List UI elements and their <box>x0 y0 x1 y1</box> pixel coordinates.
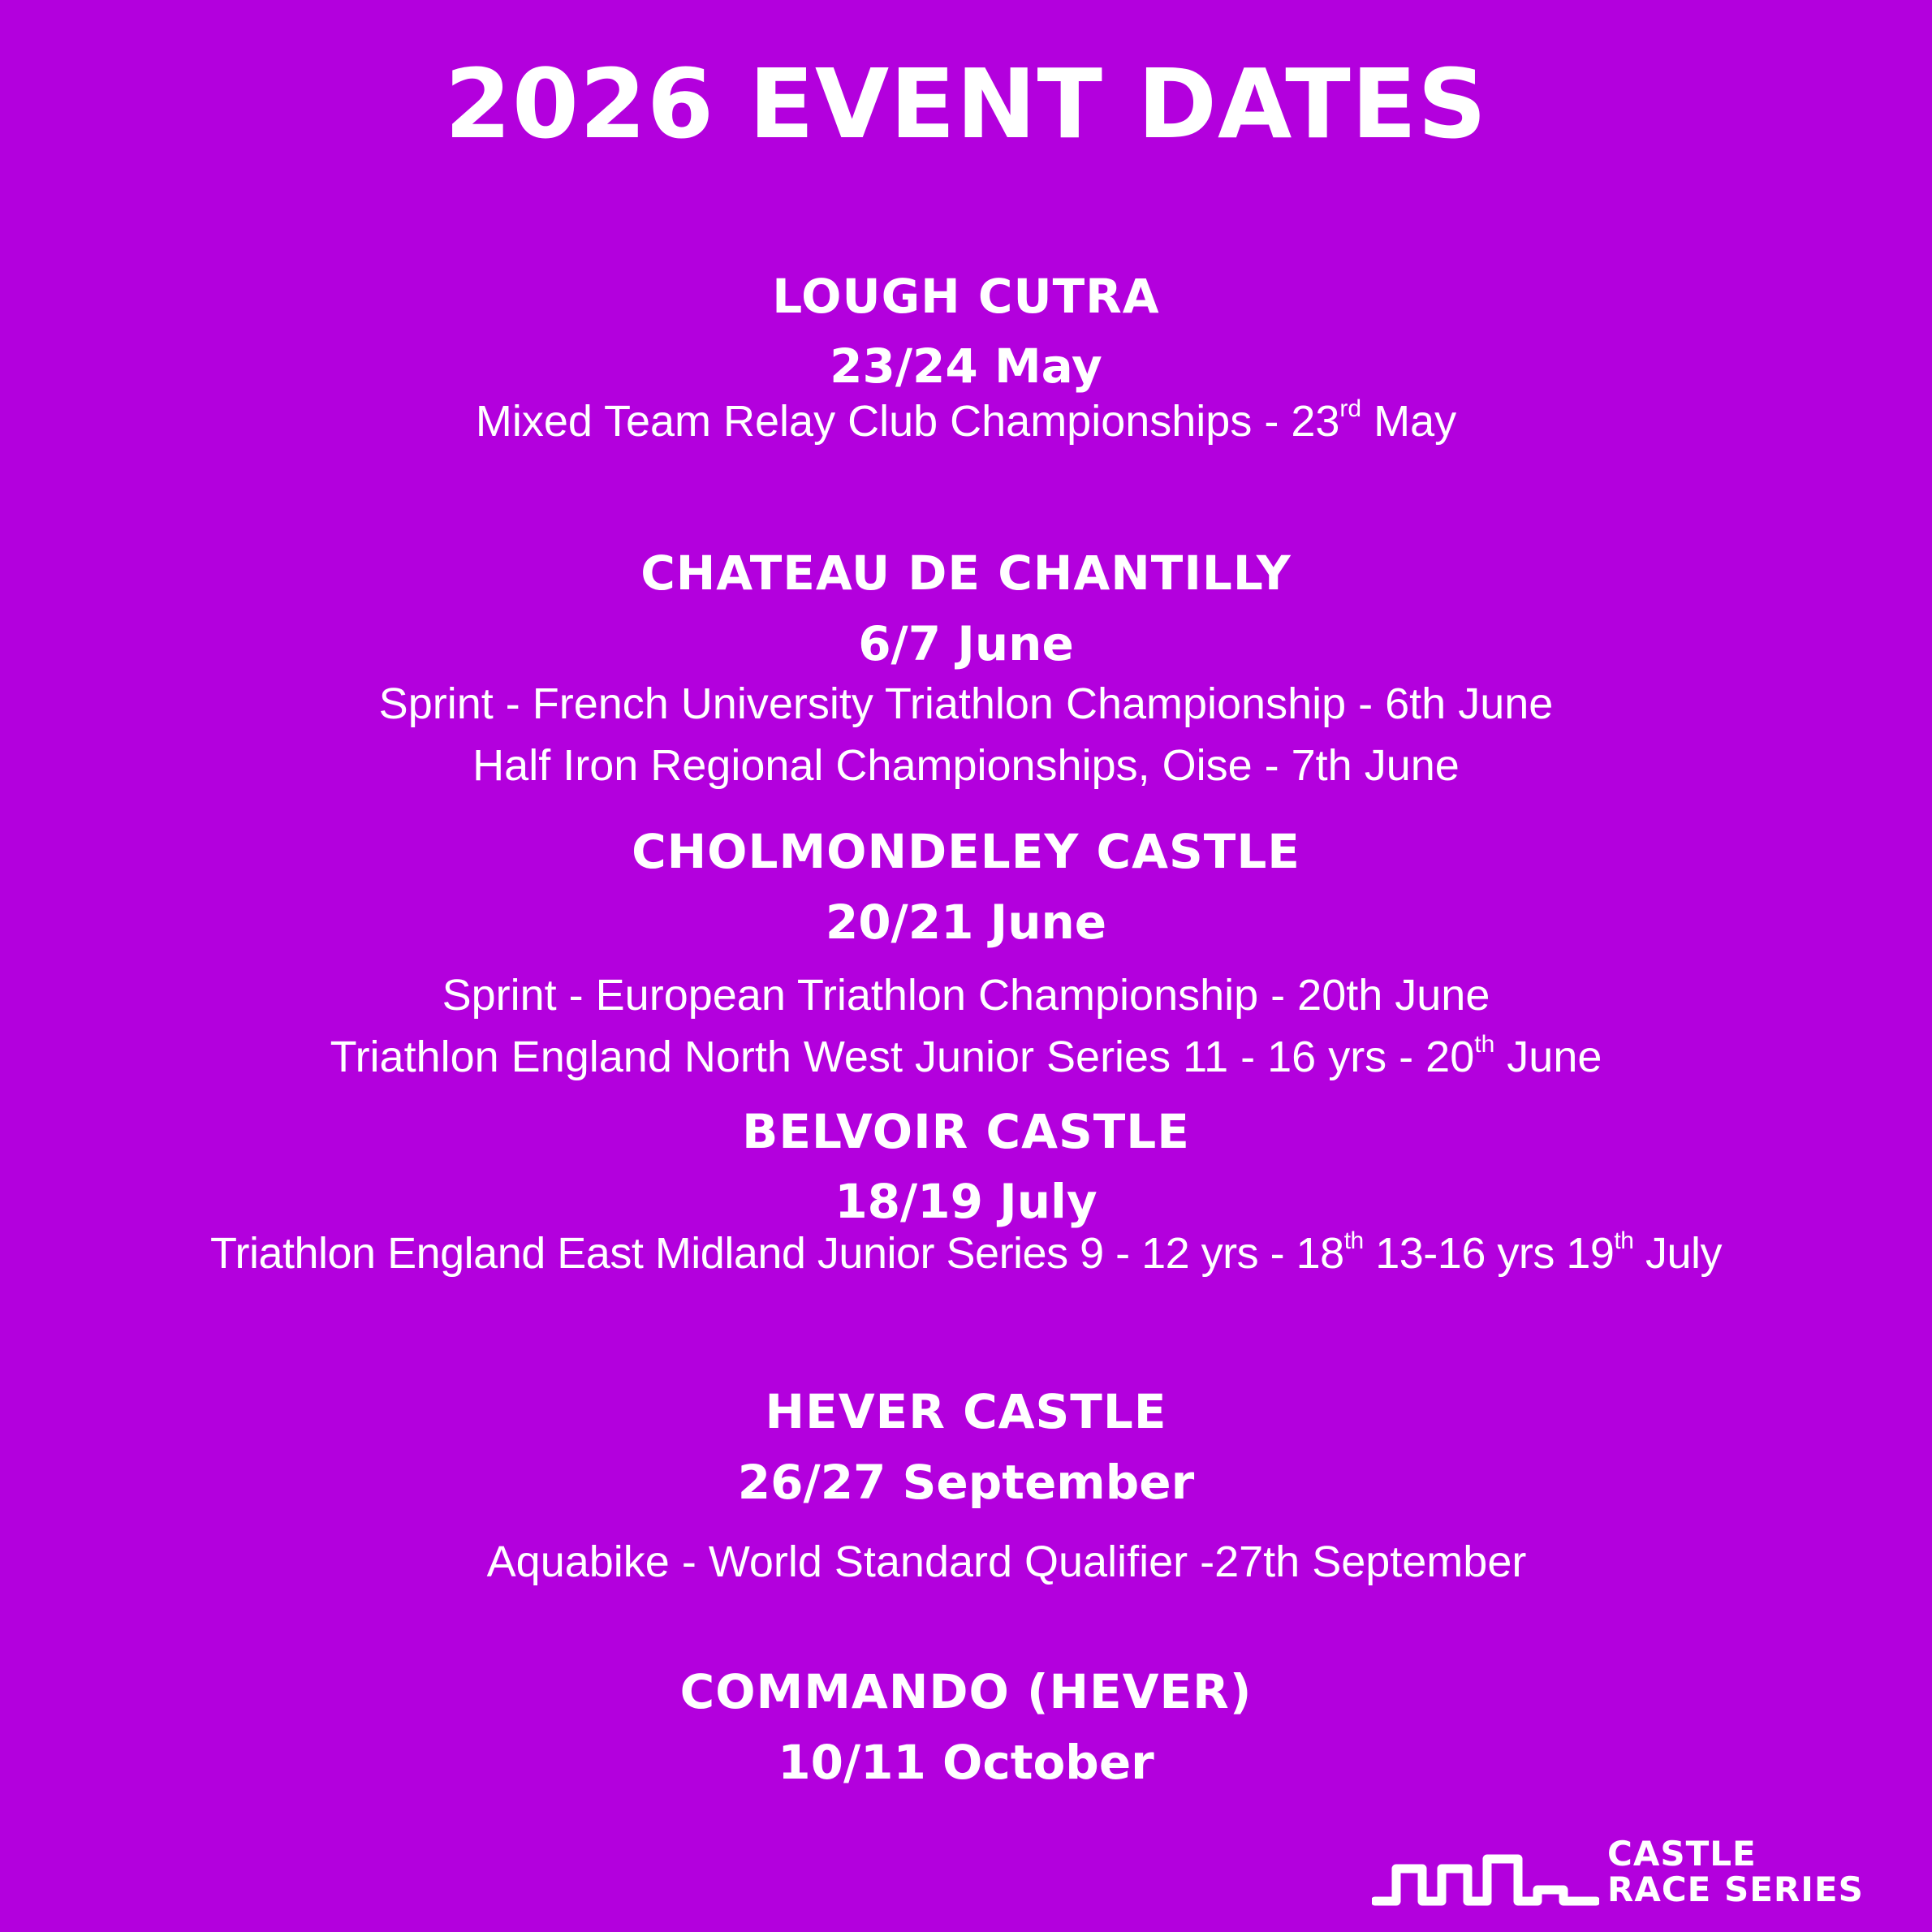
event-detail: Sprint - French University Triathlon Championship - 6th June <box>378 679 1554 728</box>
event-dates-cholmondeley-castle: 20/21 June <box>825 895 1107 950</box>
event-venue-lough-cutra: LOUGH CUTRA <box>772 269 1160 324</box>
event-detail-text: Mixed Team Relay Club Championships - 23 <box>475 397 1340 446</box>
ordinal-suffix: rd <box>1339 395 1362 422</box>
event-venue-hever-castle: HEVER CASTLE <box>765 1384 1167 1439</box>
event-dates-belvoir-castle: 18/19 July <box>834 1174 1098 1229</box>
logo-line-race-series: RACE SERIES <box>1607 1869 1864 1909</box>
event-dates-chateau-de-chantilly: 6/7 June <box>858 616 1074 671</box>
event-detail-text: June <box>1494 1033 1602 1081</box>
logo-text <box>1607 1836 1864 1908</box>
event-detail: Aquabike - World Standard Qualifier -27th September <box>486 1537 1527 1586</box>
event-dates-lough-cutra: 23/24 May <box>830 339 1102 394</box>
event-venue-cholmondeley-castle: CHOLMONDELEY CASTLE <box>632 824 1300 879</box>
ordinal-suffix: th <box>1614 1227 1634 1254</box>
event-detail-text: 13-16 yrs 19 <box>1363 1229 1615 1278</box>
event-detail-text: May <box>1361 397 1457 446</box>
event-venue-belvoir-castle: BELVOIR CASTLE <box>742 1104 1190 1159</box>
castle-race-series-logo <box>1372 1836 1916 1909</box>
event-detail <box>0 1030 1932 1084</box>
event-detail <box>0 395 1932 448</box>
event-detail-text: Triathlon England East Midland Junior Series 9 - 12 yrs - 18 <box>210 1229 1344 1278</box>
event-detail: Half Iron Regional Championships, Oise - 7th June <box>472 741 1460 790</box>
ordinal-suffix: th <box>1343 1227 1364 1254</box>
event-dates-hever-castle: 26/27 September <box>737 1455 1195 1510</box>
ordinal-suffix: th <box>1474 1031 1495 1058</box>
page-title: 2026 EVENT DATES <box>444 48 1488 160</box>
event-detail-text: Triathlon England North West Junior Series 11 - 16 yrs - 20 <box>330 1033 1475 1081</box>
castle-battlement-logo-icon <box>1372 1854 1599 1913</box>
event-venue-chateau-de-chantilly: CHATEAU DE CHANTILLY <box>640 546 1292 601</box>
logo-line-castle: CASTLE <box>1607 1834 1757 1874</box>
event-detail <box>0 1227 1932 1280</box>
event-detail: Sprint - European Triathlon Championship - 20th June <box>442 971 1490 1020</box>
event-dates-commando-hever: 10/11 October <box>778 1735 1154 1790</box>
event-detail-text: July <box>1633 1229 1722 1278</box>
event-venue-commando-hever: COMMANDO (HEVER) <box>679 1664 1253 1719</box>
